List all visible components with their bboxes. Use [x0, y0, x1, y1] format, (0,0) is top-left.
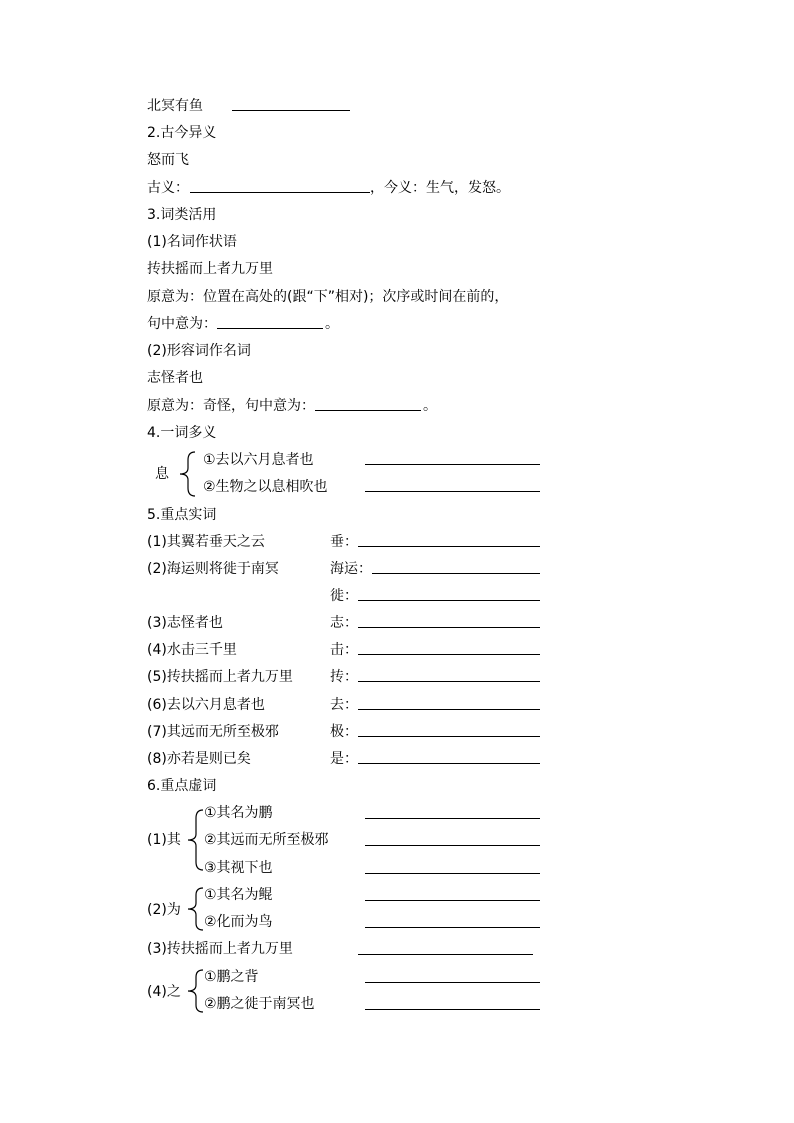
- function-word-item: ②化而为鸟: [204, 914, 273, 930]
- answer-blank[interactable]: [365, 491, 540, 492]
- gu-yi-label: 古义：: [147, 180, 189, 196]
- answer-blank[interactable]: [365, 464, 540, 465]
- function-word-label: (4)之: [147, 984, 181, 1000]
- function-word-item: ②其远而无所至极邪: [204, 832, 329, 848]
- period: 。: [423, 398, 437, 414]
- section-heading-2: 2.古今异义: [147, 125, 217, 141]
- word-label: 抟：: [330, 669, 358, 685]
- section-heading-3: 3.词类活用: [147, 207, 217, 223]
- example-sentence: 志怪者也: [147, 370, 203, 386]
- subheading: (1)名词作状语: [147, 234, 237, 250]
- period: 。: [325, 316, 339, 332]
- answer-blank[interactable]: [365, 845, 540, 846]
- answer-blank[interactable]: [358, 546, 540, 547]
- answer-blank[interactable]: [365, 873, 540, 874]
- question-text: 北冥有鱼: [147, 98, 203, 114]
- answer-blank[interactable]: [365, 900, 540, 901]
- function-word-item: ①其名为鲲: [204, 887, 273, 903]
- word-sentence: (5)抟扶摇而上者九万里: [147, 669, 293, 685]
- answer-blank[interactable]: [358, 654, 540, 655]
- function-word-item: ③其视下也: [204, 860, 273, 876]
- jin-yi-text: ，今义：生气，发怒。: [370, 180, 510, 196]
- word-sentence: (2)海运则将徙于南冥: [147, 561, 279, 577]
- answer-blank[interactable]: [365, 1009, 540, 1010]
- function-word-item: ②鹏之徙于南冥也: [204, 996, 315, 1012]
- word-label: 海运：: [330, 561, 372, 577]
- word-label: 击：: [330, 642, 358, 658]
- word-label: 极：: [330, 724, 358, 740]
- function-word-item: ①其名为鹏: [204, 805, 273, 821]
- word-label: 去：: [330, 697, 358, 713]
- context-meaning-label: 句中意为：: [147, 316, 217, 332]
- original-meaning: 原意为：奇怪，句中意为：: [147, 398, 315, 414]
- example-phrase: 怒而飞: [147, 152, 189, 168]
- answer-blank[interactable]: [358, 763, 540, 764]
- polysemy-item: ②生物之以息相吹也: [203, 479, 328, 495]
- section-heading-5: 5.重点实词: [147, 507, 217, 523]
- answer-blank[interactable]: [217, 328, 323, 329]
- word-sentence: (3)志怪者也: [147, 615, 223, 631]
- word-sentence: (8)亦若是则已矣: [147, 751, 251, 767]
- answer-blank[interactable]: [315, 410, 421, 411]
- word-sentence: (4)水击三千里: [147, 642, 237, 658]
- section-heading-4: 4.一词多义: [147, 425, 217, 441]
- word-sentence: (7)其远而无所至极邪: [147, 724, 279, 740]
- answer-blank[interactable]: [365, 927, 540, 928]
- word-sentence: (1)其翼若垂天之云: [147, 534, 265, 550]
- polysemy-item: ①去以六月息者也: [203, 452, 314, 468]
- answer-blank[interactable]: [372, 573, 540, 574]
- answer-blank[interactable]: [358, 600, 540, 601]
- answer-blank[interactable]: [358, 954, 533, 955]
- word-label: 垂：: [330, 534, 358, 550]
- answer-blank[interactable]: [365, 818, 540, 819]
- function-word-label: (1)其: [147, 832, 181, 848]
- example-sentence: 抟扶摇而上者九万里: [147, 261, 273, 277]
- brace-icon: [175, 450, 199, 498]
- answer-blank[interactable]: [365, 982, 540, 983]
- answer-blank[interactable]: [358, 627, 540, 628]
- answer-blank[interactable]: [358, 681, 540, 682]
- word-sentence: (6)去以六月息者也: [147, 697, 265, 713]
- original-meaning: 原意为：位置在高处的(跟“下”相对)；次序或时间在前的，: [147, 289, 509, 305]
- function-word-label: (2)为: [147, 902, 181, 918]
- subheading: (2)形容词作名词: [147, 343, 251, 359]
- function-word-label: (3)抟扶摇而上者九万里: [147, 941, 293, 957]
- answer-blank[interactable]: [358, 709, 540, 710]
- word-label: 徙：: [330, 588, 358, 604]
- polysemy-word: 息: [155, 466, 169, 482]
- word-label: 是：: [330, 751, 358, 767]
- word-label: 志：: [330, 615, 358, 631]
- answer-blank[interactable]: [232, 110, 350, 111]
- function-word-item: ①鹏之背: [204, 969, 259, 985]
- answer-blank[interactable]: [358, 736, 540, 737]
- answer-blank[interactable]: [190, 192, 370, 193]
- section-heading-6: 6.重点虚词: [147, 778, 217, 794]
